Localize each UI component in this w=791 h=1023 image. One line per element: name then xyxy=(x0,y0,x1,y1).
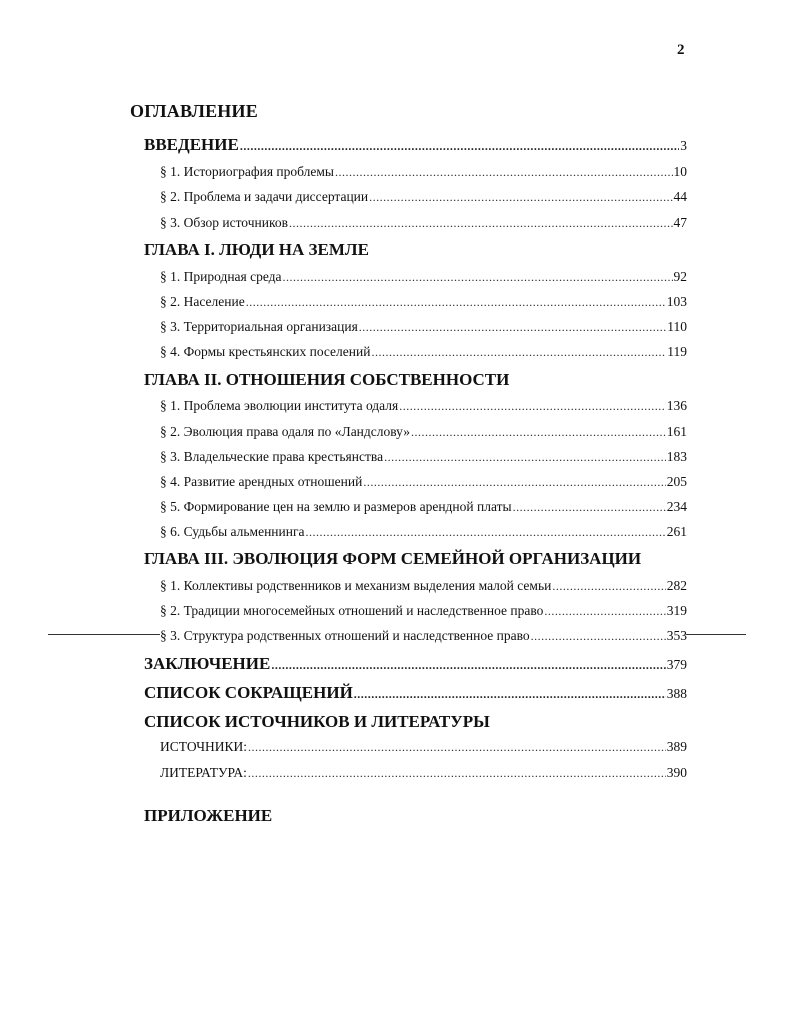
toc-entry-section[interactable] xyxy=(160,344,687,360)
toc-entry-section[interactable] xyxy=(160,189,687,205)
dot-leader xyxy=(544,604,665,619)
toc-entry-page: 205 xyxy=(666,474,687,489)
toc-entry-section[interactable] xyxy=(160,319,687,335)
toc-entry-page: 390 xyxy=(666,765,687,780)
dot-leader xyxy=(248,740,666,755)
toc-entry-label: § 4. Развитие арендных отношений xyxy=(160,474,363,489)
toc-entry-section[interactable] xyxy=(160,499,687,515)
toc-entry-label: § 1. Историография проблемы xyxy=(160,164,334,179)
toc-entry-label: § 1. Коллективы родственников и механизм выделения малой семьи xyxy=(160,578,552,593)
toc-entry-page: 119 xyxy=(667,344,687,359)
dot-leader xyxy=(552,579,665,594)
scan-artifact-line-right xyxy=(686,634,746,635)
toc-entry-label: § 2. Проблема и задачи диссертации xyxy=(160,189,369,204)
toc-entry-page: 10 xyxy=(673,164,687,179)
toc-entry-sources-and-literature[interactable]: СПИСОК ИСТОЧНИКОВ И ЛИТЕРАТУРЫ xyxy=(144,712,490,731)
toc-entry-label: СПИСОК СОКРАЩЕНИЙ xyxy=(144,683,353,702)
toc-entry-label: § 2. Эволюция права одаля по «Ландслову» xyxy=(160,424,411,439)
toc-entry-page: 136 xyxy=(666,398,687,413)
toc-entry-section[interactable] xyxy=(160,424,687,440)
toc-entry-label: § 3. Территориальная организация xyxy=(160,319,358,334)
toc-entry-page: 234 xyxy=(666,499,687,514)
toc-entry-page: 161 xyxy=(666,424,687,439)
toc-entry-label: § 4. Формы крестьянских поселений xyxy=(160,344,371,359)
toc-chapter-3[interactable]: ГЛАВА III. ЭВОЛЮЦИЯ ФОРМ СЕМЕЙНОЙ ОРГАНИЗАЦИИ xyxy=(144,549,642,568)
toc-entry-label: § 1. Проблема эволюции института одаля xyxy=(160,398,399,413)
toc-entry-page: 44 xyxy=(673,189,687,204)
toc-entry-section[interactable] xyxy=(160,739,687,755)
dot-leader xyxy=(384,450,666,465)
toc-entry-label: § 1. Природная среда xyxy=(160,269,282,284)
dot-leader xyxy=(369,190,672,205)
dot-leader xyxy=(289,216,673,231)
toc-entry-label: § 2. Население xyxy=(160,294,245,309)
toc-entry-page: 282 xyxy=(666,578,687,593)
toc-entry-section[interactable] xyxy=(160,449,687,465)
dot-leader xyxy=(283,270,673,285)
dot-leader xyxy=(411,425,666,440)
toc-entry-section[interactable] xyxy=(160,765,687,781)
toc-entry-section[interactable] xyxy=(160,215,687,231)
toc-entry-page: 183 xyxy=(666,449,687,464)
toc-entry-label: ЗАКЛЮЧЕНИЕ xyxy=(144,654,271,673)
page-number: 2 xyxy=(677,42,685,58)
toc-entry-label: § 3. Владельческие права крестьянства xyxy=(160,449,384,464)
dot-leader xyxy=(371,345,666,360)
toc-entry-label: § 6. Судьбы альменнинга xyxy=(160,524,305,539)
toc-entry-section[interactable] xyxy=(160,524,687,540)
dot-leader xyxy=(335,165,673,180)
toc-entry-introduction[interactable] xyxy=(144,135,687,155)
dot-leader xyxy=(359,320,666,335)
toc-entry-label: ВВЕДЕНИЕ xyxy=(144,135,239,154)
toc-entry-page: 379 xyxy=(666,657,687,672)
toc-entry-section[interactable] xyxy=(160,578,687,594)
toc-chapter-2[interactable]: ГЛАВА II. ОТНОШЕНИЯ СОБСТВЕННОСТИ xyxy=(144,370,510,389)
scan-artifact-line-left xyxy=(48,634,160,635)
toc-entry-conclusion[interactable] xyxy=(144,654,687,674)
dot-leader xyxy=(271,658,665,673)
dot-leader xyxy=(240,139,679,154)
toc-entry-page: 110 xyxy=(667,319,687,334)
dot-leader xyxy=(354,687,666,702)
toc-entry-section[interactable] xyxy=(160,603,687,619)
toc-entry-page: 319 xyxy=(666,603,687,618)
toc-title: ОГЛАВЛЕНИЕ xyxy=(130,101,258,121)
toc-entry-section[interactable] xyxy=(160,164,687,180)
toc-entry-section[interactable] xyxy=(160,628,687,644)
toc-entry-page: 389 xyxy=(666,739,687,754)
dot-leader xyxy=(363,475,665,490)
toc-entry-page: 353 xyxy=(666,628,687,643)
dot-leader xyxy=(246,295,666,310)
dot-leader xyxy=(513,500,666,515)
toc-entry-section[interactable] xyxy=(160,269,687,285)
toc-entry-page: 3 xyxy=(680,138,687,153)
dot-leader xyxy=(306,525,666,540)
toc-entry-section[interactable] xyxy=(160,294,687,310)
toc-entry-page: 47 xyxy=(673,215,687,230)
toc-entry-appendix[interactable]: ПРИЛОЖЕНИЕ xyxy=(144,806,273,825)
toc-entry-abbreviations[interactable] xyxy=(144,683,687,703)
toc-entry-page: 103 xyxy=(666,294,687,309)
toc-entry-label: § 5. Формирование цен на землю и размеров арендной платы xyxy=(160,499,512,514)
toc-entry-page: 92 xyxy=(673,269,687,284)
toc-entry-label: ЛИТЕРАТУРА: xyxy=(160,765,247,780)
toc-entry-section[interactable] xyxy=(160,398,687,414)
toc-entry-page: 261 xyxy=(666,524,687,539)
dot-leader xyxy=(248,766,666,781)
toc-chapter-1[interactable]: ГЛАВА I. ЛЮДИ НА ЗЕМЛЕ xyxy=(144,240,369,259)
toc-entry-section[interactable] xyxy=(160,474,687,490)
dot-leader xyxy=(531,629,666,644)
toc-entry-label: § 3. Обзор источников xyxy=(160,215,288,230)
toc-entry-label: § 3. Структура родственных отношений и наследственное право xyxy=(160,628,530,643)
toc-entry-label: ИСТОЧНИКИ: xyxy=(160,739,248,754)
dot-leader xyxy=(399,399,666,414)
toc-entry-label: § 2. Традиции многосемейных отношений и наследственное право xyxy=(160,603,544,618)
toc-entry-page: 388 xyxy=(666,686,687,701)
